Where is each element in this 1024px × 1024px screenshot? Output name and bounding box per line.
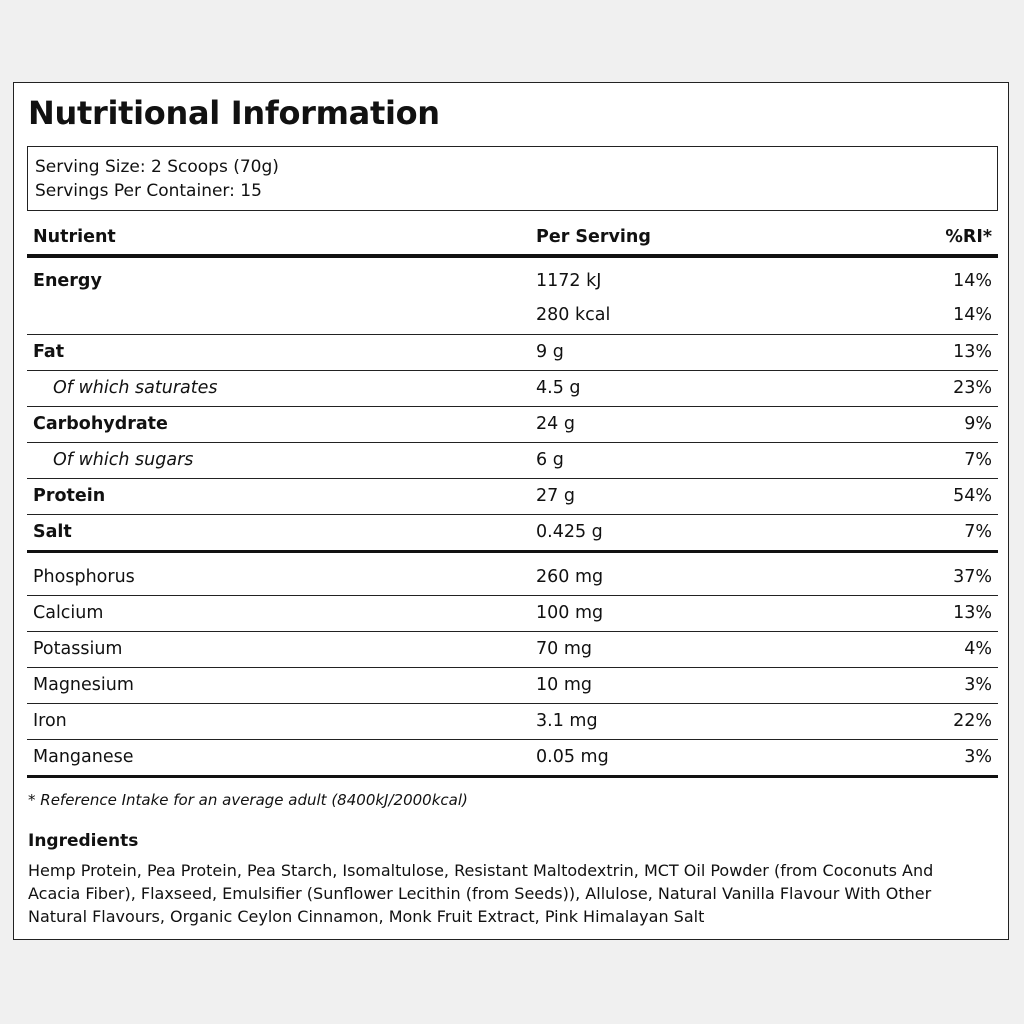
nutrient-value: 9 g — [536, 342, 564, 362]
nutrient-value: 3.1 mg — [536, 711, 598, 731]
header-per-serving: Per Serving — [536, 227, 651, 247]
nutrient-name: Magnesium — [33, 675, 134, 695]
nutrient-value: 24 g — [536, 414, 575, 434]
servings-per-container: Servings Per Container: 15 — [35, 181, 262, 201]
nutrient-ri: 23% — [953, 378, 992, 398]
nutrient-value: 1172 kJ — [536, 271, 602, 291]
nutrient-value: 27 g — [536, 486, 575, 506]
nutrient-ri: 22% — [953, 711, 992, 731]
table-row-energy-kj — [27, 258, 998, 299]
ingredients-title: Ingredients — [28, 831, 139, 851]
table-row-iron — [27, 704, 998, 740]
nutrient-ri: 54% — [953, 486, 992, 506]
table-row-magnesium — [27, 668, 998, 704]
table-row-sugars — [27, 443, 998, 479]
nutrient-ri: 3% — [964, 747, 992, 767]
page-title: Nutritional Information — [28, 94, 440, 132]
nutrient-value: 0.05 mg — [536, 747, 609, 767]
nutrient-ri: 13% — [953, 603, 992, 623]
nutrient-name: Potassium — [33, 639, 123, 659]
table-row-calcium — [27, 596, 998, 632]
ingredients-text: Hemp Protein, Pea Protein, Pea Starch, Isomaltulose, Resistant Maltodextrin, MCT Oil Powder (from Coconuts And Acacia Fiber), Flaxseed, Emulsifier (Sunflower Lecithin (from Seeds)), Allulose, Natural Vanilla Flavour With Other Natural Flavours, Organic Ceylon Cinnamon, Monk Fruit Extract, Pink Himalayan Salt — [28, 861, 934, 926]
header-nutrient: Nutrient — [33, 227, 116, 247]
nutrient-value: 100 mg — [536, 603, 604, 623]
table-row-phosphorus — [27, 553, 998, 596]
nutrition-table — [27, 217, 998, 778]
table-row-potassium — [27, 632, 998, 668]
table-row-saturates — [27, 371, 998, 407]
nutrient-ri: 37% — [953, 567, 992, 587]
nutrient-name: Fat — [33, 342, 65, 362]
nutrient-name: Calcium — [33, 603, 104, 623]
nutrient-value: 0.425 g — [536, 522, 603, 542]
nutrient-value: 10 mg — [536, 675, 592, 695]
nutrient-ri: 14% — [953, 271, 992, 291]
nutrition-panel — [13, 82, 1009, 940]
nutrient-name: Protein — [33, 486, 106, 506]
table-row-fat — [27, 335, 998, 371]
table-row-carbohydrate — [27, 407, 998, 443]
table-row-manganese — [27, 740, 998, 778]
nutrient-value: 260 mg — [536, 567, 604, 587]
table-header-row — [27, 217, 998, 258]
nutrient-name: Iron — [33, 711, 67, 731]
header-ri: %RI* — [945, 227, 992, 247]
nutrient-ri: 7% — [964, 450, 992, 470]
nutrient-value: 280 kcal — [536, 305, 611, 325]
reference-intake-footnote: * Reference Intake for an average adult (8400kJ/2000kcal) — [28, 791, 468, 809]
serving-size: Serving Size: 2 Scoops (70g) — [35, 157, 279, 177]
table-row-salt — [27, 515, 998, 553]
nutrient-ri: 4% — [964, 639, 992, 659]
nutrient-ri: 9% — [964, 414, 992, 434]
nutrient-name: Of which saturates — [53, 378, 218, 398]
nutrient-name: Carbohydrate — [33, 414, 168, 434]
nutrient-ri: 7% — [964, 522, 992, 542]
nutrient-ri: 14% — [953, 305, 992, 325]
serving-info-box — [27, 146, 998, 211]
nutrient-ri: 13% — [953, 342, 992, 362]
nutrient-value: 6 g — [536, 450, 564, 470]
nutrient-value: 4.5 g — [536, 378, 581, 398]
nutrient-name: Energy — [33, 271, 102, 291]
table-row-protein — [27, 479, 998, 515]
table-row-energy-kcal — [27, 299, 998, 335]
nutrient-ri: 3% — [964, 675, 992, 695]
nutrient-value: 70 mg — [536, 639, 592, 659]
nutrient-name: Manganese — [33, 747, 134, 767]
nutrient-name: Of which sugars — [53, 450, 194, 470]
nutrient-name: Phosphorus — [33, 567, 135, 587]
nutrient-name: Salt — [33, 522, 72, 542]
